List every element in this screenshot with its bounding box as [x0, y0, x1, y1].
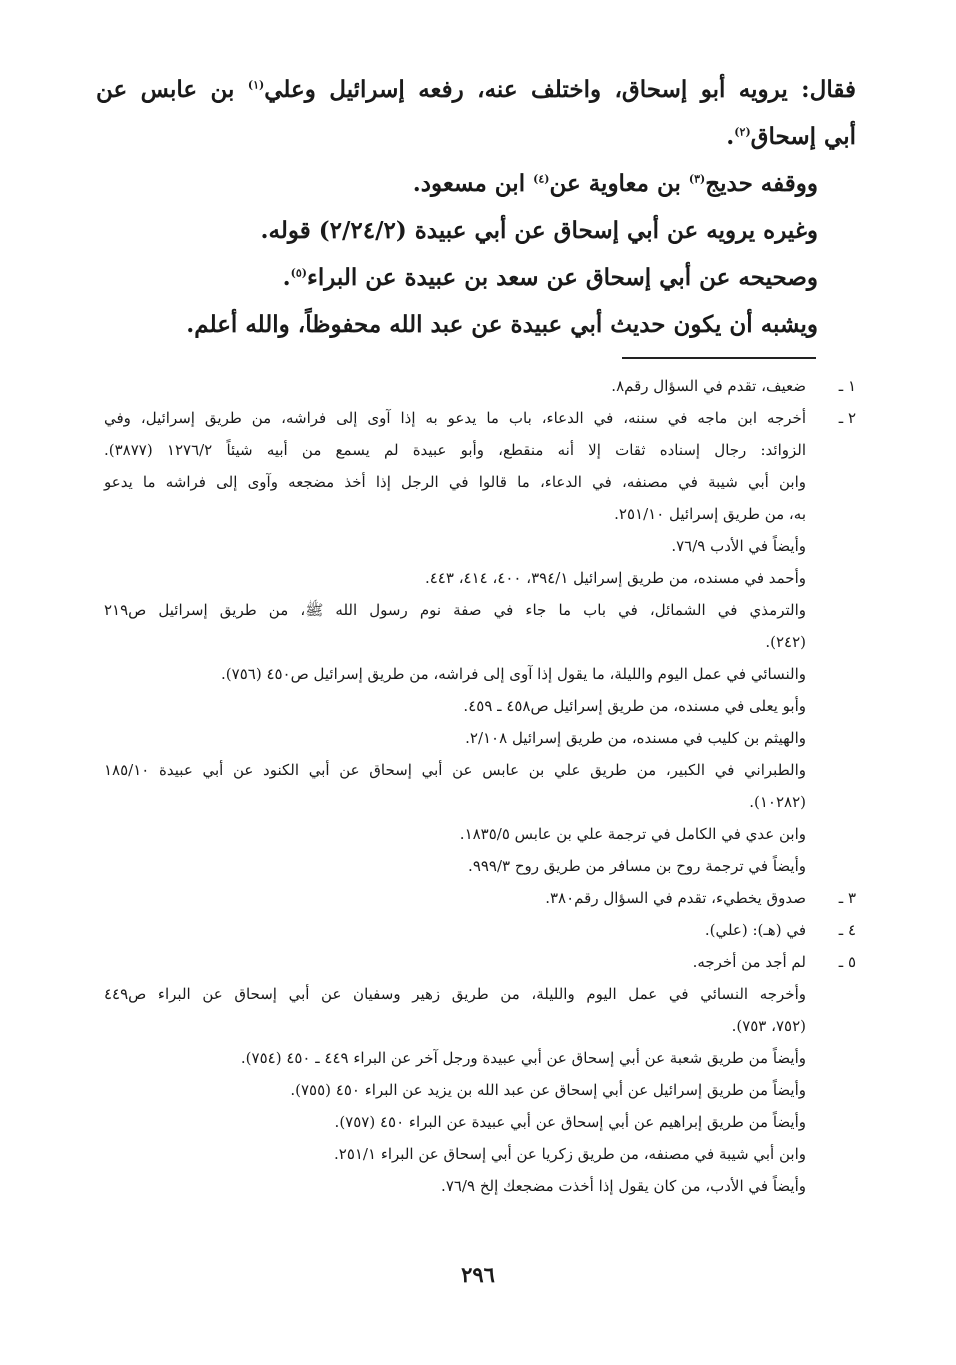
footnote-2-continuation	[104, 434, 856, 882]
footnote-line: والطبراني في الكبير، من طريق علي بن عابس عن أبي إسحاق عن أبي الكنود عن أبي عبيدة ١٨٥/١٠	[104, 761, 806, 779]
footnote-line: وأيضاً من طريق إسرائيل عن أبي إسحاق عن عبد الله بن يزيد عن البراء ٤٥٠ (٧٥٥).	[290, 1081, 806, 1099]
footnote-2	[104, 402, 856, 434]
footnote-line: وأيضاً من طريق إبراهيم عن أبي إسحاق عن أبي عبيدة عن البراء ٤٥٠ (٧٥٧).	[334, 1113, 806, 1131]
footnote-separator	[622, 357, 816, 359]
footnote-number: ٢ ـ	[838, 409, 856, 427]
footnote-line: وأحمد في مسنده، من طريق إسرائيل ٣٩٤/١، ٤٠٠، ٤١٤، ٤٤٣.	[424, 569, 806, 587]
footnote-number: ٤ ـ	[838, 921, 856, 939]
main-line-5	[96, 254, 856, 301]
footnote-line: وابن عدي في الكامل في ترجمة علي بن عابس ١٨٣٥/٥.	[459, 825, 806, 843]
footnote-5	[104, 946, 856, 978]
main-line-2-text: أبي إسحاق	[750, 123, 856, 150]
footnote-line: وابن أبي شيبة في مصنفه، من طريق زكريا عن أبي إسحاق عن البراء ٢٥١/١.	[333, 1145, 806, 1163]
footnote-ref-1: (١)	[247, 78, 265, 92]
footnote-line: وأخرجه النسائي في عمل اليوم والليلة، من طريق زهير وسفيان عن أبي إسحاق عن البراء ص٤٤٩	[104, 985, 806, 1003]
footnote-ref-3: (٣)	[688, 172, 706, 186]
footnote-ref-5: (٥)	[290, 266, 307, 280]
footnote-5-continuation	[104, 978, 856, 1202]
main-line-1-text: فقال: يرويه أبو إسحاق، واختلف عنه، رفعه إسرائيل وعلي	[264, 76, 856, 103]
footnote-line: وأيضاً في الأدب ٧٦/٩.	[671, 537, 806, 555]
footnote-line: وأيضاً في الأدب، من كان يقول إذا أخذت مضجعك إلخ ٧٦/٩.	[441, 1177, 806, 1195]
footnote-line: (١٠٢٨٢).	[749, 793, 806, 811]
main-line-2	[96, 113, 856, 160]
footnote-4	[104, 914, 856, 946]
footnote-line: ضعيف، تقدم في السؤال رقم٨.	[611, 377, 806, 395]
main-line-1	[96, 66, 856, 113]
footnote-line: به، من طريق إسرائيل ٢٥١/١٠.	[614, 505, 806, 523]
main-line-5-end: .	[282, 264, 291, 291]
footnote-line: وابن أبي شيبة في مصنفه، في الدعاء، ما قالوا في الرجل إذا أخذ مضجعه وآوى إلى فراشه ما يدعو	[104, 473, 806, 491]
main-line-3-b: بن معاوية عن	[549, 170, 689, 197]
footnote-line: والنسائي في عمل اليوم والليلة، ما يقول إذا آوى إلى فراشه، من طريق إسرائيل ص٤٥٠ (٧٥٦).	[221, 665, 806, 683]
footnote-line: الزوائد: رجال إسناده ثقات إلا أنه منقطع، وأبو عبيدة لم يسمع من أبيه شيئاً ١٢٧٦/٢ (٣٨٧٧).	[104, 441, 806, 459]
main-line-3-a: ووقفه حديج	[705, 170, 818, 197]
main-line-3	[96, 160, 856, 207]
main-line-4: وغيره يرويه عن أبي إسحاق عن أبي عبيدة (٢/٢٤/٢) قوله.	[260, 217, 818, 244]
page-number: ٢٩٦	[461, 1262, 495, 1287]
main-line-5-text: وصحيحه عن أبي إسحاق عن سعد بن عبيدة عن البراء	[307, 264, 818, 291]
main-text	[96, 66, 856, 348]
footnote-line: في (هـ): (علي).	[704, 921, 806, 939]
footnote-line: وأيضاً من طريق شعبة عن أبي إسحاق عن أبي عبيدة ورجل آخر عن البراء ٤٤٩ ـ ٤٥٠ (٧٥٤).	[240, 1049, 806, 1067]
footnote-line: أخرجه ابن ماجه في سننه، في الدعاء، باب ما يدعو به إذا آوى إلى فراشه، من طريق إسرائيل، وفي	[104, 409, 806, 427]
footnote-line: صدوق يخطيء، تقدم في السؤال رقم٣٨٠.	[545, 889, 806, 907]
main-line-2-end: .	[726, 123, 735, 150]
footnote-line: وأبو يعلى في مسنده، من طريق إسرائيل ص٤٥٨ ـ ٤٥٩.	[463, 697, 806, 715]
footnote-line: (٧٥٢، ٧٥٣).	[731, 1017, 806, 1035]
footnote-line: والترمذي في الشمائل، في باب ما جاء في صفة نوم رسول الله ﷺ، من طريق إسرائيل ص٢١٩	[104, 601, 806, 619]
footnote-number: ٣ ـ	[838, 889, 856, 907]
main-line-6: ويشبه أن يكون حديث أبي عبيدة عن عبد الله محفوظاً، والله أعلم.	[186, 311, 818, 338]
footnote-number: ١ ـ	[838, 377, 856, 395]
footnotes	[104, 370, 856, 1202]
footnote-1	[104, 370, 856, 402]
footnote-line: وأيضاً في ترجمة روح بن مسافر من طريق روح ٩٩٩/٣.	[468, 857, 806, 875]
main-line-1-end: بن عابس عن	[96, 76, 248, 103]
main-line-3-c: ابن مسعود.	[412, 170, 534, 197]
footnote-ref-2: (٢)	[734, 125, 751, 139]
footnote-number: ٥ ـ	[838, 953, 856, 971]
footnote-line: والهيثم بن كليب في مسنده، من طريق إسرائيل ٢/١٠٨.	[465, 729, 806, 747]
footnote-line: لم أجد من أخرجه.	[692, 953, 806, 971]
footnote-3	[104, 882, 856, 914]
footnote-line: (٢٤٢).	[765, 633, 806, 651]
footnote-ref-4: (٤)	[533, 172, 550, 186]
